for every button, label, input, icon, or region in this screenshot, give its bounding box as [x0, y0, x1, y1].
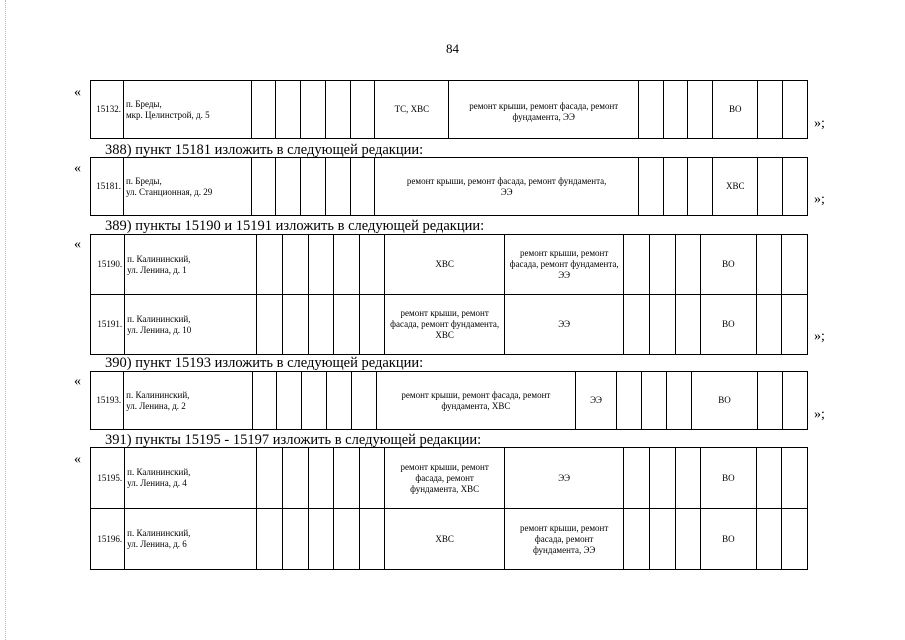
- table-row: [91, 81, 808, 139]
- empty-cell: [359, 235, 385, 295]
- section-heading: 389) пункты 15190 и 15191 изложить в следующей редакции:: [105, 218, 485, 234]
- code-cell: ВО: [691, 372, 757, 430]
- work-cell: ремонт крыши, ремонт фасада, ремонт фундамента, ЭЭ: [504, 235, 624, 295]
- address-cell: [123, 81, 251, 139]
- empty-cell: [308, 509, 334, 570]
- empty-cell: [334, 448, 360, 509]
- close-quote: »;: [814, 116, 825, 131]
- empty-cell: [688, 158, 713, 216]
- empty-cell: [277, 372, 302, 430]
- work-cell: ХВС: [385, 235, 505, 295]
- address-cell: [123, 158, 251, 216]
- empty-cell: [301, 81, 326, 139]
- empty-cell: [688, 81, 713, 139]
- empty-cell: [642, 372, 667, 430]
- empty-cell: [639, 158, 664, 216]
- empty-cell: [666, 372, 691, 430]
- address-line-1: п. Бреды,: [125, 175, 162, 186]
- empty-cell: [783, 372, 808, 430]
- item-number: 15193.: [91, 372, 124, 430]
- close-quote: »;: [814, 407, 825, 422]
- empty-cell: [308, 235, 334, 295]
- empty-cell: [663, 158, 688, 216]
- register-table: [90, 157, 808, 216]
- address-line-2: ул. Ленина, д. 1: [127, 264, 187, 275]
- section-heading: 390) пункт 15193 изложить в следующей редакции:: [105, 355, 424, 371]
- code-cell: ВО: [701, 235, 756, 295]
- register-table: [90, 80, 808, 139]
- empty-cell: [276, 81, 301, 139]
- address-cell: [124, 372, 252, 430]
- item-number: 15181.: [91, 158, 124, 216]
- empty-cell: [783, 81, 808, 139]
- address-line-2: ул. Ленина, д. 2: [126, 400, 186, 411]
- address-line-1: п. Бреды,: [125, 98, 162, 109]
- empty-cell: [257, 509, 283, 570]
- empty-cell: [325, 158, 350, 216]
- empty-cell: [756, 235, 782, 295]
- open-quote: «: [74, 85, 81, 100]
- empty-cell: [308, 295, 334, 355]
- empty-cell: [758, 372, 783, 430]
- empty-cell: [756, 448, 782, 509]
- empty-cell: [782, 448, 808, 509]
- empty-cell: [334, 235, 360, 295]
- item-number: 15191.: [91, 295, 125, 355]
- code-cell: ВО: [701, 509, 756, 570]
- empty-cell: [327, 372, 352, 430]
- open-quote: «: [74, 161, 81, 176]
- address-line-2: ул. Ленина, д. 4: [127, 478, 187, 488]
- empty-cell: [257, 235, 283, 295]
- empty-cell: [283, 295, 309, 355]
- empty-cell: [783, 158, 808, 216]
- empty-cell: [782, 295, 808, 355]
- table-row: [91, 448, 808, 509]
- work-cell: ремонт крыши, ремонт фасада, ремонт фундамента, ЭЭ: [449, 81, 639, 139]
- work-cell: ЭЭ: [504, 295, 624, 355]
- address-cell: [125, 448, 257, 509]
- empty-cell: [252, 372, 277, 430]
- empty-cell: [352, 372, 377, 430]
- table-row: [91, 295, 808, 355]
- work-cell: ЭЭ: [504, 448, 624, 509]
- empty-cell: [334, 295, 360, 355]
- address-cell: [125, 509, 257, 570]
- work-cell: ремонт крыши, ремонт фасада, ремонт фундамента, ХВС: [376, 372, 575, 430]
- empty-cell: [257, 295, 283, 355]
- empty-cell: [675, 295, 701, 355]
- work-cell: ТС, ХВС: [375, 81, 449, 139]
- empty-cell: [650, 448, 676, 509]
- work-cell: ЭЭ: [575, 372, 616, 430]
- empty-cell: [276, 158, 301, 216]
- empty-cell: [650, 295, 676, 355]
- address-line-2: ул. Станционная, д. 29: [125, 186, 213, 197]
- empty-cell: [251, 158, 276, 216]
- close-quote: »;: [814, 329, 825, 344]
- open-quote: «: [74, 237, 81, 252]
- empty-cell: [302, 372, 327, 430]
- empty-cell: [325, 81, 350, 139]
- table-row: [91, 235, 808, 295]
- empty-cell: [334, 509, 360, 570]
- empty-cell: [758, 158, 783, 216]
- page-edge-line: [5, 0, 6, 640]
- empty-cell: [639, 81, 664, 139]
- work-cell: ремонт крыши, ремонт фасада, ремонт фундамента, ХВС: [385, 448, 505, 509]
- empty-cell: [350, 158, 375, 216]
- address-cell: [125, 295, 257, 355]
- section-heading: 388) пункт 15181 изложить в следующей редакции:: [105, 142, 424, 158]
- empty-cell: [624, 235, 650, 295]
- table-row: [91, 158, 808, 216]
- address-line-2: ул. Ленина, д. 10: [127, 324, 192, 335]
- code-cell: ХВС: [713, 158, 758, 216]
- address-line-1: п. Калининский,: [127, 313, 191, 324]
- address-line-1: п. Калининский,: [127, 253, 191, 264]
- empty-cell: [617, 372, 642, 430]
- code-cell: ВО: [701, 295, 756, 355]
- register-table: [90, 234, 808, 355]
- item-number: 15195.: [91, 448, 125, 509]
- empty-cell: [675, 235, 701, 295]
- empty-cell: [782, 509, 808, 570]
- empty-cell: [359, 295, 385, 355]
- empty-cell: [663, 81, 688, 139]
- empty-cell: [283, 448, 309, 509]
- register-table: [90, 371, 808, 430]
- work-cell: ремонт крыши, ремонт фасада, ремонт фундамента, ЭЭ: [375, 158, 639, 216]
- empty-cell: [283, 509, 309, 570]
- empty-cell: [257, 448, 283, 509]
- table-row: [91, 509, 808, 570]
- page-number: 84: [446, 41, 459, 56]
- empty-cell: [782, 235, 808, 295]
- work-cell: ремонт крыши, ремонт фасада, ремонт фундамента, ХВС: [385, 295, 505, 355]
- empty-cell: [624, 295, 650, 355]
- empty-cell: [251, 81, 276, 139]
- empty-cell: [350, 81, 375, 139]
- empty-cell: [675, 509, 701, 570]
- work-cell: ремонт крыши, ремонт фасада, ремонт фундамента, ЭЭ: [504, 509, 624, 570]
- empty-cell: [283, 235, 309, 295]
- empty-cell: [359, 448, 385, 509]
- empty-cell: [650, 509, 676, 570]
- address-cell: [125, 235, 257, 295]
- open-quote: «: [74, 374, 81, 389]
- address-line-1: п. Калининский,: [126, 389, 190, 400]
- work-cell: ХВС: [385, 509, 505, 570]
- address-line-2: мкр. Целинстрой, д. 5: [125, 109, 210, 120]
- empty-cell: [301, 158, 326, 216]
- close-quote: »;: [814, 192, 825, 207]
- empty-cell: [624, 448, 650, 509]
- table-row: [91, 372, 808, 430]
- empty-cell: [650, 235, 676, 295]
- empty-cell: [758, 81, 783, 139]
- empty-cell: [308, 448, 334, 509]
- address-line-1: п. Калининский,: [127, 467, 191, 477]
- open-quote: «: [74, 452, 81, 467]
- code-cell: ВО: [713, 81, 758, 139]
- item-number: 15196.: [91, 509, 125, 570]
- item-number: 15132.: [91, 81, 124, 139]
- register-table: [90, 447, 808, 570]
- empty-cell: [359, 509, 385, 570]
- section-heading: 391) пункты 15195 - 15197 изложить в следующей редакции:: [105, 432, 482, 448]
- empty-cell: [756, 295, 782, 355]
- code-cell: ВО: [701, 448, 756, 509]
- empty-cell: [675, 448, 701, 509]
- empty-cell: [624, 509, 650, 570]
- item-number: 15190.: [91, 235, 125, 295]
- empty-cell: [756, 509, 782, 570]
- address-line-2: ул. Ленина, д. 6: [127, 539, 187, 549]
- address-line-1: п. Калининский,: [127, 528, 191, 538]
